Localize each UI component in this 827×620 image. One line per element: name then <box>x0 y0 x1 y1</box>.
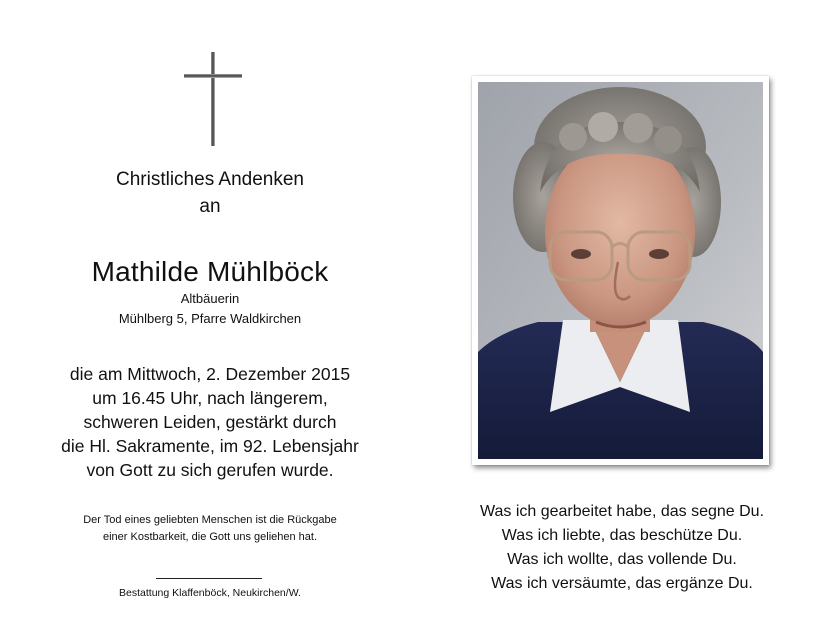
cross-icon <box>183 50 243 148</box>
verse-line: Was ich liebte, das beschütze Du. <box>501 527 743 544</box>
verse-line: Was ich versäumte, das ergänze Du. <box>491 575 753 592</box>
heading-line-2: an <box>199 196 221 217</box>
portrait-photo <box>478 82 763 459</box>
death-notice-line: die am Mittwoch, 2. Dezember 2015 <box>69 364 351 384</box>
verse-line: Was ich gearbeitet habe, das segne Du. <box>479 503 765 520</box>
quote-line: Der Tod eines geliebten Menschen ist die Rückgabe <box>83 514 337 526</box>
death-notice-line: um 16.45 Uhr, nach längerem, <box>92 388 328 408</box>
verse-line: Was ich wollte, das vollende Du. <box>507 551 737 568</box>
portrait-frame <box>472 76 769 465</box>
quote <box>0 512 420 546</box>
occupation: Altbäuerin <box>180 291 240 306</box>
divider <box>156 578 262 579</box>
quote-line: einer Kostbarkeit, die Gott uns geliehen hat. <box>102 531 318 543</box>
undertaker: Bestattung Klaffenböck, Neukirchen/W. <box>119 587 301 599</box>
verse <box>464 500 780 596</box>
death-notice-line: von Gott zu sich gerufen wurde. <box>86 460 334 480</box>
portrait-illustration <box>478 82 763 459</box>
deceased-name: Mathilde Mühlböck <box>91 256 329 287</box>
address: Mühlberg 5, Pfarre Waldkirchen <box>118 311 302 326</box>
death-notice-line: schweren Leiden, gestärkt durch <box>83 412 337 432</box>
death-notice-line: die Hl. Sakramente, im 92. Lebensjahr <box>61 436 359 456</box>
heading-line-1: Christliches Andenken <box>116 169 304 190</box>
death-notice <box>0 362 420 482</box>
